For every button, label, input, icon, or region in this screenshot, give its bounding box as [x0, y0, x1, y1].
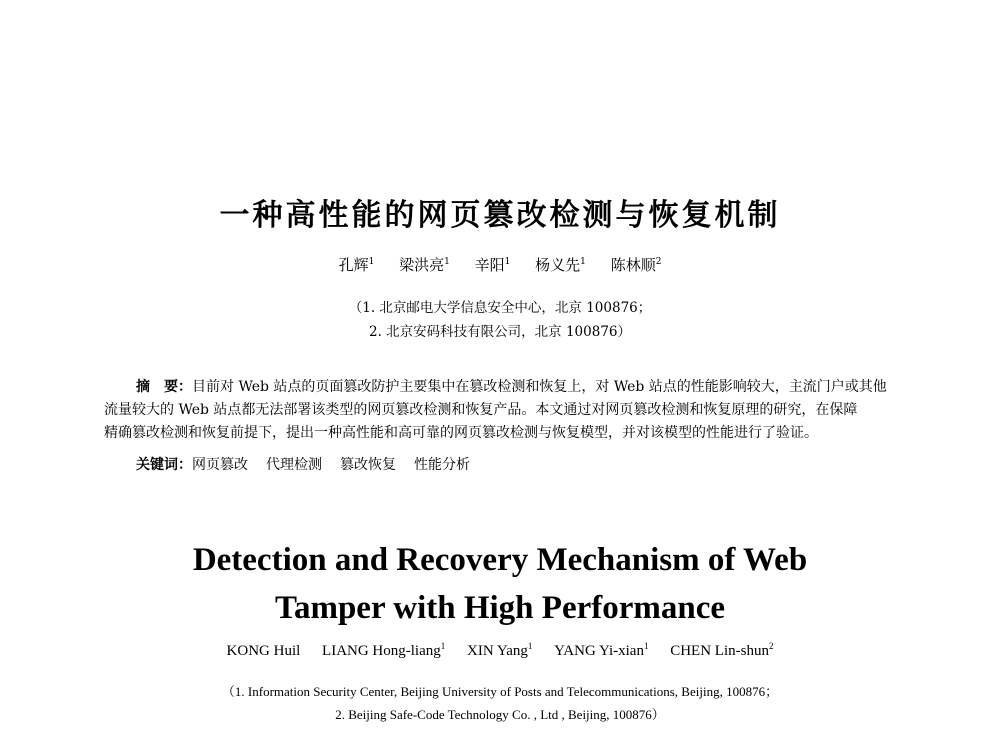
chinese-author: 陈林顺$^2$ [610, 256, 662, 274]
english-author: XIN Yang$^1$ [467, 641, 533, 659]
english-title-line: Detection and Recovery Mechanism of Web [192, 542, 808, 578]
keyword: 网页篡改 [192, 457, 248, 473]
chinese-author: 辛阳$^1$ [474, 256, 511, 274]
chinese-author: 梁洪亮$^1$ [399, 256, 450, 274]
chinese-abstract [104, 376, 916, 445]
abstract-line: 流量较大的 Web 站点都无法部署该类型的网页篡改检测和恢复产品。本文通过对网页篡改检测和恢复原理的研究，在保障 [104, 402, 858, 418]
chinese-author: 孔辉$^1$ [338, 256, 375, 274]
keyword: 代理检测 [266, 457, 322, 473]
chinese-keywords [136, 454, 916, 476]
keyword: 篡改恢复 [340, 457, 396, 473]
english-title-line: Tamper with High Performance [274, 590, 726, 626]
chinese-affiliations [0, 296, 1000, 344]
english-author: KONG Huil [226, 643, 301, 659]
abstract-label: 摘 要： [136, 379, 192, 395]
abstract-line: 摘 要：目前对 Web 站点的页面篡改防护主要集中在篡改检测和恢复上，对 Web 站点的性能影响较大，主流门户或其他 [136, 379, 887, 395]
english-affiliation-line: 2. Beijing Safe-Code Technology Co. , Ltd , Beijing, 100876） [335, 707, 665, 722]
keywords-label: 关键词： [136, 457, 192, 473]
abstract-line: 精确篡改检测和恢复前提下，提出一种高性能和高可靠的网页篡改检测与恢复模型，并对该模型的性能进行了验证。 [104, 425, 818, 441]
chinese-author: 杨义先$^1$ [535, 256, 586, 274]
english-author: YANG Yi-xian$^1$ [554, 641, 649, 659]
english-affiliations [0, 680, 1000, 726]
english-author: CHEN Lin-shun$^2$ [670, 641, 774, 659]
english-affiliation-line: （1. Information Security Center, Beijing University of Posts and Telecommunications, Beijing, 100876； [221, 684, 779, 699]
english-title [0, 536, 1000, 632]
chinese-affiliation-line: （1. 北京邮电大学信息安全中心，北京 100876； [348, 300, 652, 316]
keyword: 性能分析 [414, 457, 470, 473]
chinese-title: 一种高性能的网页篡改检测与恢复机制 [219, 198, 781, 233]
english-author-list [0, 641, 1000, 661]
chinese-affiliation-line: 2. 北京安码科技有限公司，北京 100876） [369, 324, 631, 340]
chinese-author-list [0, 255, 1000, 275]
english-author: LIANG Hong-liang$^1$ [322, 641, 446, 659]
